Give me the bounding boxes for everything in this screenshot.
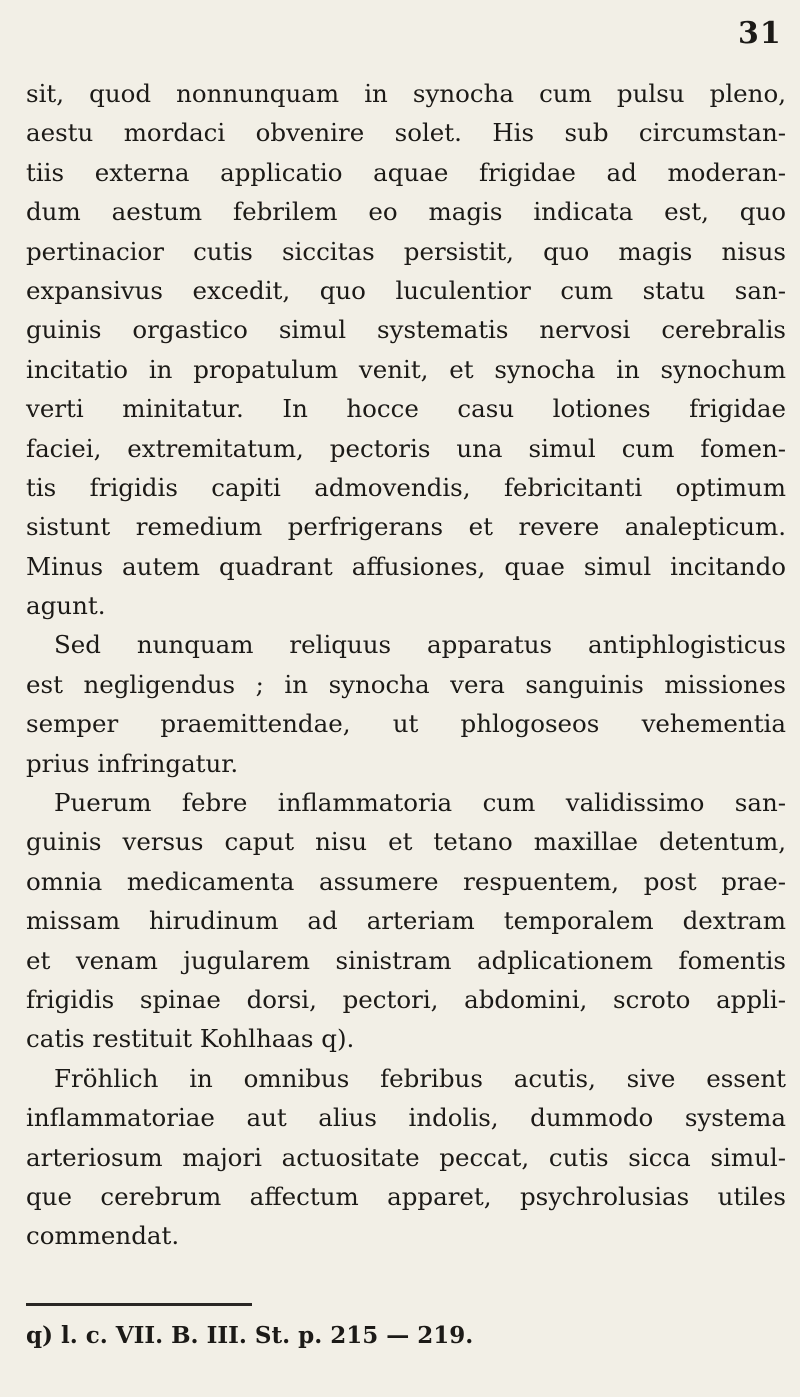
text-line: verti minitatur. In hocce casu lotiones frigidae: [26, 394, 786, 424]
text-line: expansivus excedit, quo luculentior cum statu san-: [26, 275, 786, 305]
text-line: commendat.: [26, 1221, 180, 1251]
text-line: Fröhlich in omnibus febribus acutis, sive essent: [54, 1063, 786, 1093]
text-line: incitatio in propatulum venit, et synocha in synochum: [26, 354, 786, 384]
footnote: q) l. c. VII. B. III. St. p. 215 — 219.: [26, 1322, 474, 1349]
text-line: omnia medicamenta assumere respuentem, post prae-: [26, 866, 786, 896]
text-line: sistunt remedium perfrigerans et revere analepticum.: [26, 512, 786, 542]
body-text: [26, 74, 786, 1256]
text-line: inflammatoriae aut alius indolis, dummodo systema: [26, 1103, 786, 1133]
text-line: pertinacior cutis siccitas persistit, quo magis nisus: [26, 236, 786, 266]
text-line: sit, quod nonnunquam in synocha cum pulsu pleno,: [26, 79, 786, 108]
text-line: semper praemittendae, ut phlogoseos vehementia: [26, 709, 786, 739]
text-line: guinis orgastico simul systematis nervosi cerebralis: [26, 315, 786, 345]
text-line: que cerebrum affectum apparet, psychrolusias utiles: [26, 1181, 786, 1211]
page-number: 31: [738, 16, 782, 51]
text-line: tis frigidis capiti admovendis, febricitanti optimum: [26, 472, 786, 502]
text-line: et venam jugularem sinistram adplicationem fomentis: [26, 945, 786, 975]
text-line: Puerum febre inflammatoria cum validissimo san-: [54, 788, 786, 818]
text-line: Sed nunquam reliquus apparatus antiphlogisticus: [54, 630, 786, 660]
footnote-divider: [26, 1303, 252, 1306]
text-line: dum aestum febrilem eo magis indicata est, quo: [26, 197, 786, 227]
text-line: est negligendus ; in synocha vera sanguinis missiones: [26, 669, 786, 699]
text-line: frigidis spinae dorsi, pectori, abdomini, scroto appli-: [26, 984, 786, 1014]
text-line: tiis externa applicatio aquae frigidae ad moderan-: [26, 157, 786, 187]
text-line: Minus autem quadrant affusiones, quae simul incitando: [26, 551, 786, 581]
text-line: prius infringatur.: [26, 748, 239, 778]
text-line: catis restituit Kohlhaas q).: [26, 1024, 355, 1054]
text-line: agunt.: [26, 591, 106, 621]
text-line: arteriosum majori actuositate peccat, cutis sicca simul-: [26, 1142, 786, 1172]
text-line: faciei, extremitatum, pectoris una simul cum fomen-: [26, 433, 786, 463]
text-line: missam hirudinum ad arteriam temporalem dextram: [26, 906, 786, 936]
text-line: aestu mordaci obvenire solet. His sub circumstan-: [26, 118, 786, 148]
text-line: guinis versus caput nisu et tetano maxillae detentum,: [26, 827, 786, 857]
